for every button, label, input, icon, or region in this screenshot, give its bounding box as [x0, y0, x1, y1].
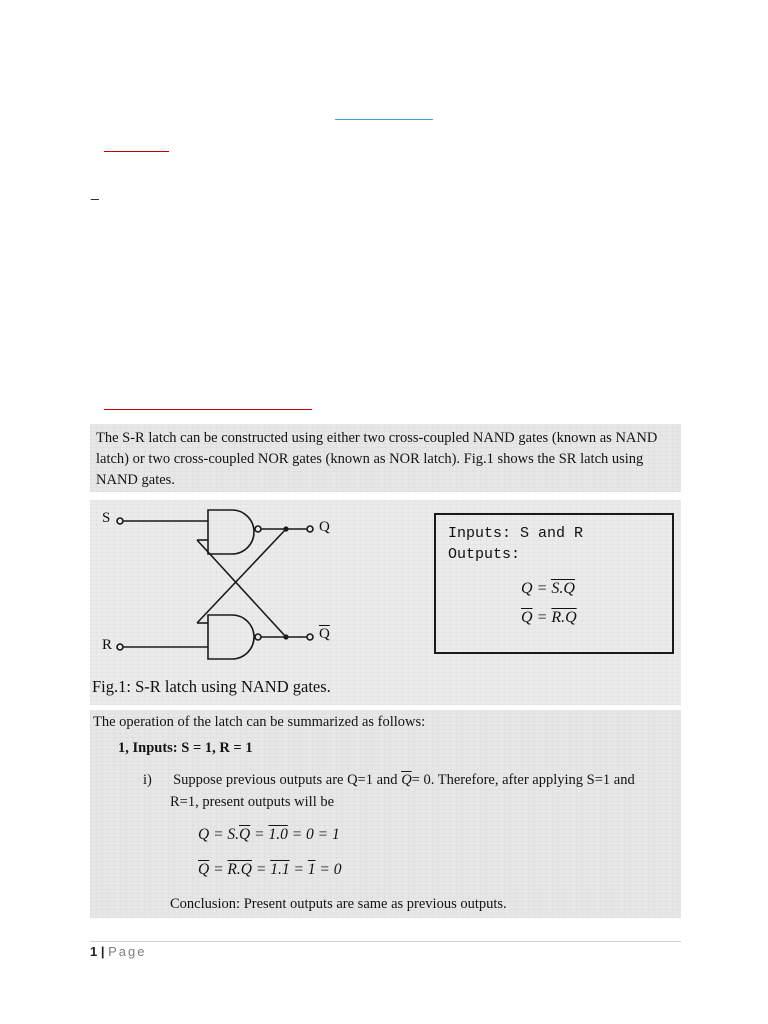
- lower-nand-gate: [208, 615, 254, 659]
- equation-qbar: $\overline{Q} = R.Q = 1.1 = 1 = 0$: [198, 861, 342, 878]
- box-eq2-rhs: R.Q: [551, 609, 577, 626]
- link-underline-left[interactable]: [104, 151, 169, 152]
- page-label: Page: [108, 944, 147, 959]
- conclusion: Conclusion: Present outputs are same as previous outputs.: [170, 896, 507, 912]
- scan-operation: [90, 710, 681, 918]
- scan-figure: [90, 500, 681, 705]
- box-outputs-line: Outputs:: [448, 546, 521, 563]
- box-inputs-line: Inputs: S and R: [448, 525, 584, 542]
- intro-paragraph: The S-R latch can be constructed using either two cross-coupled NAND gates (known as NAND latch) or two cross-coupled NOR gates (known as NOR latch). Fig.1 shows the SR latch using NAND gates.: [96, 430, 658, 488]
- upper-nand-gate: [208, 510, 254, 554]
- page-footer: [90, 944, 146, 959]
- footer-rule: [90, 941, 681, 942]
- io-box: [434, 513, 674, 654]
- step-eq: = 0: [411, 772, 431, 788]
- equation-q: $Q = S.\overline{Q} = 1.0 = 0 = 1$: [198, 826, 340, 843]
- step-text-b: . Therefore, after applying S=1 and: [430, 772, 635, 788]
- step-marker: i): [143, 772, 152, 788]
- step-text-a: Suppose previous outputs are Q=1 and: [173, 772, 398, 788]
- qbar-output-terminal: [307, 634, 313, 640]
- box-equation-q: Q = S.Q: [521, 580, 575, 597]
- case-heading: 1, Inputs: S = 1, R = 1: [118, 740, 253, 756]
- operation-summary: The operation of the latch can be summarized as follows:: [93, 714, 426, 730]
- s-input-terminal: [117, 518, 123, 524]
- step-line-2: R=1, present outputs will be: [170, 794, 335, 810]
- link-underline-center[interactable]: [335, 119, 433, 120]
- box-eq1-lhs: Q: [521, 580, 533, 597]
- r-input-terminal: [117, 644, 123, 650]
- box-equation-qbar: $\overline{Q} = R.Q$: [521, 609, 577, 626]
- page-separator: |: [97, 944, 109, 959]
- label-s: S: [102, 510, 111, 526]
- figure-caption: Fig.1: S-R latch using NAND gates.: [92, 677, 331, 696]
- page-number: 1: [90, 944, 98, 959]
- label-qbar: $\overline{Q}$: [319, 626, 330, 642]
- step-qbar: $\overline{Q}$: [401, 772, 412, 788]
- q-output-terminal: [307, 526, 313, 532]
- scan-intro: [90, 424, 681, 492]
- link-underline-section[interactable]: [104, 409, 312, 410]
- step-line-1: [143, 770, 635, 791]
- stray-mark: _: [91, 184, 99, 200]
- box-eq1-rhs: S.Q: [551, 580, 575, 597]
- box-eq2-lhs: $\overline{Q}$: [521, 609, 533, 626]
- label-q: Q: [319, 519, 330, 535]
- label-r: R: [102, 637, 113, 653]
